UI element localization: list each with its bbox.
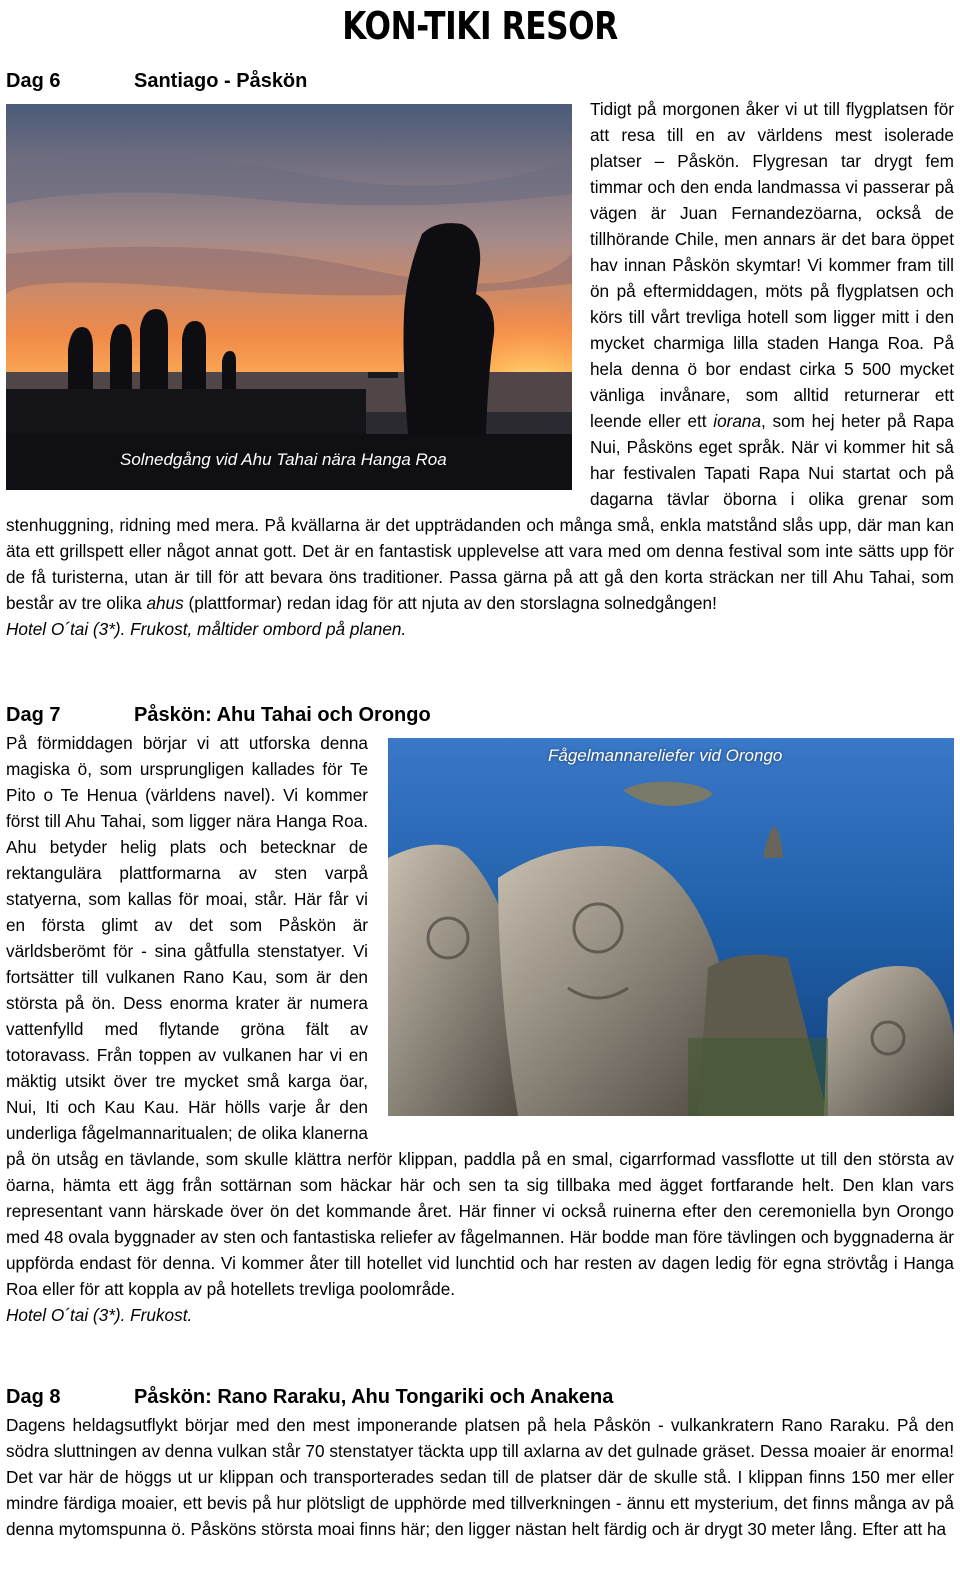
- day-title: Påskön: Rano Raraku, Ahu Tongariki och Anakena: [134, 1386, 614, 1408]
- day-title: Påskön: Ahu Tahai och Orongo: [134, 704, 431, 726]
- day-8-section: [6, 1412, 954, 1542]
- day-7-section: [6, 730, 954, 1328]
- day-6-body: Tidigt på morgonen åker vi ut till flygplatsen för att resa till en av världens mest isolerade platser – Påskön. Flygresan tar drygt fem timmar och den enda landmassa vi passerar på vägen är Juan Fernandezöarna, också de tillhörande Chile, men annars är det bara öppet hav innan Påskön skymtar! Vi kommer fram till ön på eftermiddagen, möts på flygplatsen och körs till vårt trevliga hotell som ligger mitt i den mycket charmiga lilla staden Hanga Roa. På hela denna ö bor endast cirka 5 500 mycket vänliga invånare, som alltid returnerar ett leende eller ett iorana, som hej heter på Rapa Nui, Påsköns eget språk. När vi kommer hit så har festivalen Tapati Rapa Nui startat och på dagarna tävlar öborna i olika grenar som stenhuggning, ridning med mera. På kvällarna är det uppträdanden och många små, enkla matstånd slås upp, där man kan äta ett grillspett eller något annat gott. Det är en fantastisk upplevelse att vara med om denna festival som inte sätts upp för de få turisterna, utan är till för att bevara öns traditioner. Passa gärna på att gå den korta sträckan ner till Ahu Tahai, som består av tre olika ahus (plattformar) redan idag för att njuta av den storslagna solnedgången!: [6, 99, 954, 613]
- day-8-heading: [6, 1384, 613, 1410]
- day-number: Dag 8: [6, 1386, 61, 1408]
- orongo-photo: [388, 738, 954, 1116]
- day-number: Dag 6: [6, 70, 61, 92]
- brand-logo: KON-TIKI RESOR: [342, 4, 618, 48]
- day-6-heading: [6, 68, 307, 94]
- day-7-heading: [6, 702, 431, 728]
- day-6-hotel: Hotel O´tai (3*). Frukost, måltider ombord på planen.: [6, 619, 407, 639]
- sunset-photo: [6, 104, 572, 490]
- bird-man-relief-image: [388, 738, 954, 1116]
- day-7-hotel: Hotel O´tai (3*). Frukost.: [6, 1305, 193, 1325]
- photo-caption: Fågelmannareliefer vid Orongo: [548, 746, 783, 765]
- day-title: Santiago - Påskön: [134, 70, 308, 92]
- day-7-body: På förmiddagen börjar vi att utforska denna magiska ö, som ursprungligen kallades för Te Pito o Te Henua (världens navel). Vi kommer först till Ahu Tahai, som ligger nära Hanga Roa. Ahu betyder helig plats och betecknar de rektangulära plattformarna av sten varpå statyerna, som kallas för moai, står. Här får vi en första glimt av det som Påskön är världsberömt för - sina gåtfulla stenstatyer. Vi fortsätter till vulkanen Rano Kau, som är den största på ön. Dess enorma krater är numera vattenfylld med flytande gröna fält av totoravass. Från toppen av vulkanen har vi en mäktig utsikt över tre mycket små karga öar, Nui, Iti och Kau Kau. Här hölls varje år den underliga fågelmannaritualen; de olika klanerna på ön utsåg en tävlande, som skulle klättra nerför klippan, paddla på en smal, cigarrformad vassflotte ut till den största av öarna, hämta ett ägg från sottärnan som häckar här och sen ta sig tillbaka med ägget fortfarande helt. Den klan vars representant vann härskade över ön det kommande året. Här finner vi också ruinerna efter den ceremoniella byn Orongo med 48 ovala byggnader av sten och fantastiska reliefer av fågelmannen. Här bodde man före tävlingen och byggnaderna är uppförda endast för denna. Vi kommer åter till hotellet vid lunchtid och har resten av dagen ledig för egna strövtåg i Hanga Roa eller för att koppla av på hotellets trevliga poolområde.: [6, 733, 954, 1299]
- photo-caption: Solnedgång vid Ahu Tahai nära Hanga Roa: [120, 450, 447, 469]
- day-8-body: Dagens heldagsutflykt börjar med den mest imponerande platsen på hela Påskön - vulkankratern Rano Raraku. På den södra sluttningen av denna vulkan står 70 stenstatyer täckta upp till axlarna av det gulnade gräset. Dessa moaier är enorma! Det var här de höggs ut ur klippan och transporterades sedan till de platser där de skulle stå. I klippan finns 150 mer eller mindre färdiga moaier, ett bevis på hur plötsligt de upphörde med tillverkningen - ännu ett mysterium, det finns många av på denna mytomspunna ö. Påsköns största moai finns här; den ligger nästan helt färdig och är drygt 30 meter lång. Efter att ha: [6, 1415, 954, 1539]
- day-6-section: [6, 96, 954, 642]
- sunset-moai-image: [6, 104, 572, 490]
- day-number: Dag 7: [6, 704, 61, 726]
